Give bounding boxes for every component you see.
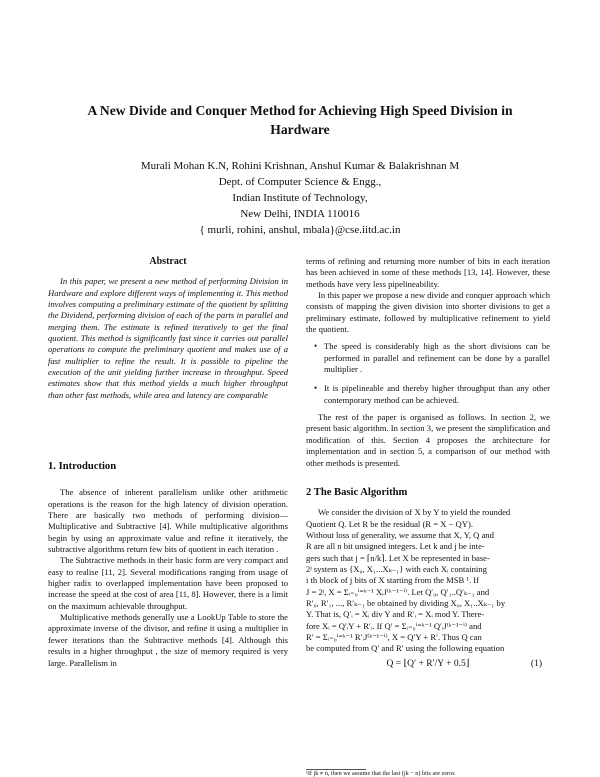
footnote: ¹If jk ≠ n, then we assume that the last (jk − n) bits are zeros <box>306 770 455 777</box>
bullet-icon: • <box>314 383 318 394</box>
author-emails: { murli, rohini, anshul, mbala}@cse.iitd.ac.in <box>199 224 401 236</box>
section-2-line: gers such that j = ⌈n/k⌉. Let X be represented in base- <box>306 552 490 563</box>
intro-continuation: terms of refining and returning more number of bits in each iteration has been achieved in some of these methods [13, 14]. However, these methods have very less pipelineability. <box>306 256 550 289</box>
section-2-line: R′ = Σᵢ₌₀ⁱ⁼ᵏ⁻¹ R′ᵢJ⁽ᵏ⁻¹⁻ⁱ⁾, X = Q′Y + R′. Thus Q can <box>306 632 482 643</box>
bullet-item-1 <box>306 341 550 375</box>
section-2-line: Y. That is, Q′ᵢ = Xᵢ div Y and R′ᵢ = Xᵢ mod Y. There- <box>306 609 485 620</box>
authors: Murali Mohan K.N, Rohini Krishnan, Anshul Kumar & Balakrishnan M <box>140 160 460 172</box>
abstract-heading: Abstract <box>149 256 187 267</box>
section-2-line: R′₀, R′₁, ..., R′ₖ₋₁ be obtained by dividing X₀, X₁..Xₖ₋₁ by <box>306 598 506 609</box>
section-2 <box>306 487 550 670</box>
bullet-text-1: The speed is considerably high as the short divisions can be performed in parallel and refinement can be done by a parallel multiplier . <box>324 341 550 375</box>
intro-heading: 1. Introduction <box>48 461 117 472</box>
outline-paragraph: The rest of the paper is organised as follows. In section 2, we present basic algorithm. In section 3, we present the simplification and modification of this. Section 4 proposes the architecture for implementation and in section 5, a comparison of our method with other methods is presented. <box>306 412 550 468</box>
affiliation-institute: Indian Institute of Technology, <box>232 192 368 204</box>
section-2-line: J = 2ʲ, X = Σᵢ₌₀ⁱ⁼ᵏ⁻¹ XᵢJ⁽ᵏ⁻¹⁻ⁱ⁾. Let Q′₀, Q′₁..Q′ₖ₋₁ and <box>306 586 490 597</box>
author-block <box>60 158 540 238</box>
section-2-line: We consider the division of X by Y to yield the rounded <box>318 507 511 518</box>
section-2-line: R are all n bit unsigned integers. Let k and j be inte- <box>306 541 485 552</box>
section-2-line: 2ʲ system as {X₀, X₁...Xₖ₋₁} with each Xᵢ containing <box>306 564 487 575</box>
equation-number: (1) <box>530 658 542 669</box>
title-line-1: A New Divide and Conquer Method for Achieving High Speed Division in <box>87 103 513 118</box>
left-column <box>48 256 288 401</box>
equation-1 <box>306 659 550 670</box>
title-line-2: Hardware <box>270 122 330 137</box>
section-2-line: i th block of j bits of X starting from the MSB ¹. If <box>306 575 480 586</box>
section-2-line: fore Xᵢ = Q′ᵢY + R′ᵢ. If Q′ = Σᵢ₌₀ⁱ⁼ᵏ⁻¹ Q′ᵢJ⁽ᵏ⁻¹⁻ⁱ⁾ and <box>306 620 482 631</box>
bullet-text-2: It is pipelineable and thereby higher throughput than any other contemporary method can be achieved. <box>324 383 550 405</box>
abstract-text: In this paper, we present a new method of performing Division in Hardware and explore different ways of implementing it. This method involves computing a preliminary estimate of the quotient by splitting the Dividend, performing division of each of the parts in parallel and merging them. The estimate is refined iteratively to get the final quotient. This method is significantly fast since it carries out parallel operations to compute the preliminary quotient and makes use of a fast multiplier to refine the result. It is possible to pipeline the execution of the unit yielding further increase in throughput. Speed estimates show that this method yields a much higher throughput than other fast methods, while area and latency are comparable <box>48 276 288 400</box>
proposal-paragraph: In this paper we propose a new divide and conquer approach which consists of mapping the given division into shorter divisions to get a preliminary estimate, followed by multiplicative refinement to yield the quotient. <box>306 290 550 335</box>
intro-paragraph-1: The absence of inherent parallelism unlike other arithmetic operations is the reason for the high latency of division operation. There are basically two methods of performing division—Multiplicative and Subtractive [4]. While multiplicative algorithms begin by using an approximate value and refine it iteratively, the subtractive algorithms return few bits of quotient in each iteration . <box>48 487 288 555</box>
intro-paragraph-2: The Subtractive methods in their basic form are very compact and easy to realise [11, 2]. Several modifications ranging from usage of higher radix to overlapped implementation have been proposed to increase the speed at the cost of area [11, 8]. However, there is a limit on the maximum achievable throughput. <box>48 555 288 611</box>
section-2-line: Quotient Q. Let R be the residual (R = X − QY). <box>306 518 473 529</box>
section-2-line: be computed from Q′ and R′ using the following equation <box>306 643 505 654</box>
right-column <box>306 256 550 469</box>
section-2-line: Without loss of generality, we assume that X, Y, Q and <box>306 530 494 541</box>
equation-body: Q = ⌊Q′ + R′/Y + 0.5⌋ <box>386 658 470 669</box>
paper-title <box>40 101 560 139</box>
intro-section <box>48 461 288 669</box>
affiliation-dept: Dept. of Computer Science & Engg., <box>218 176 382 188</box>
intro-paragraph-3: Multiplicative methods generally use a LookUp Table to store the approximate inverse of the divisor, and refine it using a multiplier in fewer iterations than the Subtractive methods [4]. Although this results in a higher throughput , the size of memory required is very large. Parallelism in <box>48 612 288 668</box>
bullet-item-2 <box>306 383 550 406</box>
section-2-heading: 2 The Basic Algorithm <box>306 487 408 498</box>
bullet-icon: • <box>314 341 318 352</box>
affiliation-city: New Delhi, INDIA 110016 <box>240 208 360 220</box>
